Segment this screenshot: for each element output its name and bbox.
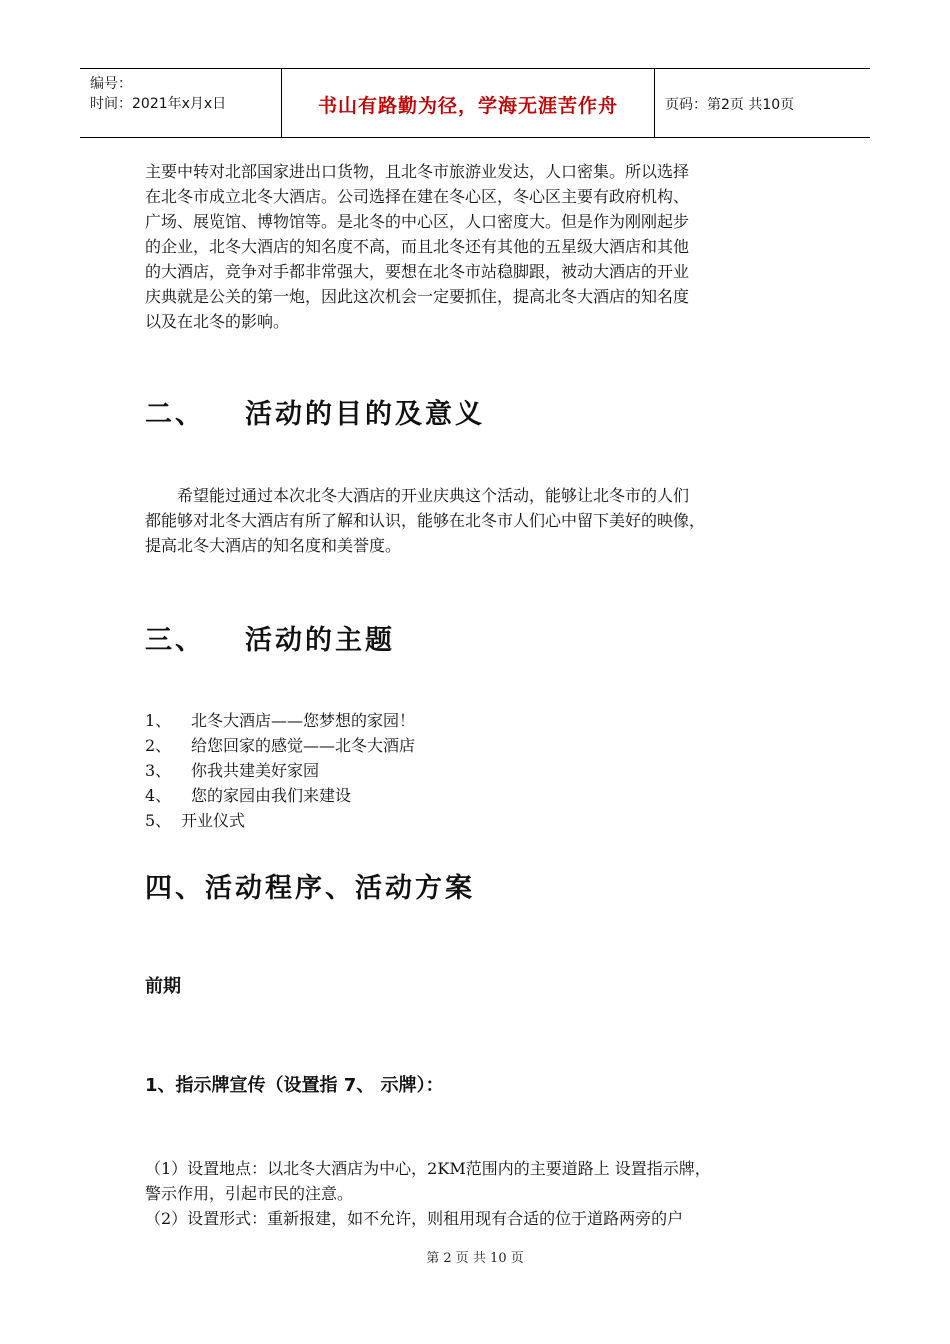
section-4-heading: 四、活动程序、活动方案 xyxy=(145,873,475,904)
document-date-label: 时间：2021年x月x日 xyxy=(90,96,227,112)
section-3-number: 三、 xyxy=(145,625,205,656)
intro-line: 的企业，北冬大酒店的知名度不高，而且北冬还有其他的五星级大酒店和其他 xyxy=(145,237,690,256)
section-2-line: 提高北冬大酒店的知名度和美誉度。 xyxy=(145,536,402,555)
page-footer: 第 2 页 共 10 页 xyxy=(426,1251,524,1266)
section-4-line: 警示作用，引起市民的注意。 xyxy=(145,1184,354,1203)
document-number-label: 编号： xyxy=(90,76,132,92)
section-2-title: 活动的目的及意义 xyxy=(245,399,485,430)
header-meta-cell xyxy=(80,69,282,137)
section-2-number: 二、 xyxy=(145,399,205,430)
list-item: 3、 你我共建美好家园 xyxy=(145,761,320,780)
section-2-line: 希望能过通过本次北冬大酒店的开业庆典这个活动，能够让北冬市的人们 xyxy=(145,486,690,505)
section-2-paragraph xyxy=(145,483,805,558)
section-3-heading xyxy=(145,618,395,657)
intro-line: 的大酒店，竞争对手都非常强大，要想在北冬市站稳脚跟，被动大酒店的开业 xyxy=(145,262,690,281)
header-motto: 书山有路勤为径，学海无涯苦作舟 xyxy=(317,95,618,117)
section-4-line: （2）设置形式：重新报建，如不允许，则租用现有合适的位于道路两旁的户 xyxy=(145,1209,684,1228)
theme-list xyxy=(145,708,415,833)
header-page-cell xyxy=(655,69,870,137)
section-4-line: （1）设置地点：以北冬大酒店为中心，2KM范围内的主要道路上 设置指示牌， xyxy=(145,1159,711,1178)
section-2-line: 都能够对北冬大酒店有所了解和认识，能够在北冬市人们心中留下美好的映像， xyxy=(145,511,706,530)
intro-paragraph xyxy=(145,159,805,334)
header-table xyxy=(80,68,870,138)
section-4-paragraph xyxy=(145,1156,805,1231)
section-3-title: 活动的主题 xyxy=(245,625,395,656)
list-item: 2、 给您回家的感觉——北冬大酒店 xyxy=(145,736,416,755)
header-page-info: 页码：第2页 共10页 xyxy=(665,97,795,113)
intro-line: 庆典就是公关的第一炮，因此这次机会一定要抓住，提高北冬大酒店的知名度 xyxy=(145,287,690,306)
list-item: 1、 北冬大酒店——您梦想的家园！ xyxy=(145,711,416,730)
intro-line: 以及在北冬的影响。 xyxy=(145,312,290,331)
intro-line: 广场、展览馆、博物馆等。是北冬的中心区，人口密度大。但是作为刚刚起步 xyxy=(145,212,690,231)
section-2-heading xyxy=(145,392,485,431)
header-motto-cell xyxy=(282,69,655,137)
subheading-signboard: 1、指示牌宣传（设置指 7、 示牌）： xyxy=(145,1075,444,1096)
intro-line: 在北冬市成立北冬大酒店。公司选择在建在冬心区，冬心区主要有政府机构、 xyxy=(145,187,690,206)
list-item: 5、 开业仪式 xyxy=(145,811,246,830)
subheading-early-stage: 前期 xyxy=(145,976,181,997)
intro-line: 主要中转对北部国家进出口货物，且北冬市旅游业发达，人口密集。所以选择 xyxy=(145,162,690,181)
list-item: 4、 您的家园由我们来建设 xyxy=(145,786,352,805)
